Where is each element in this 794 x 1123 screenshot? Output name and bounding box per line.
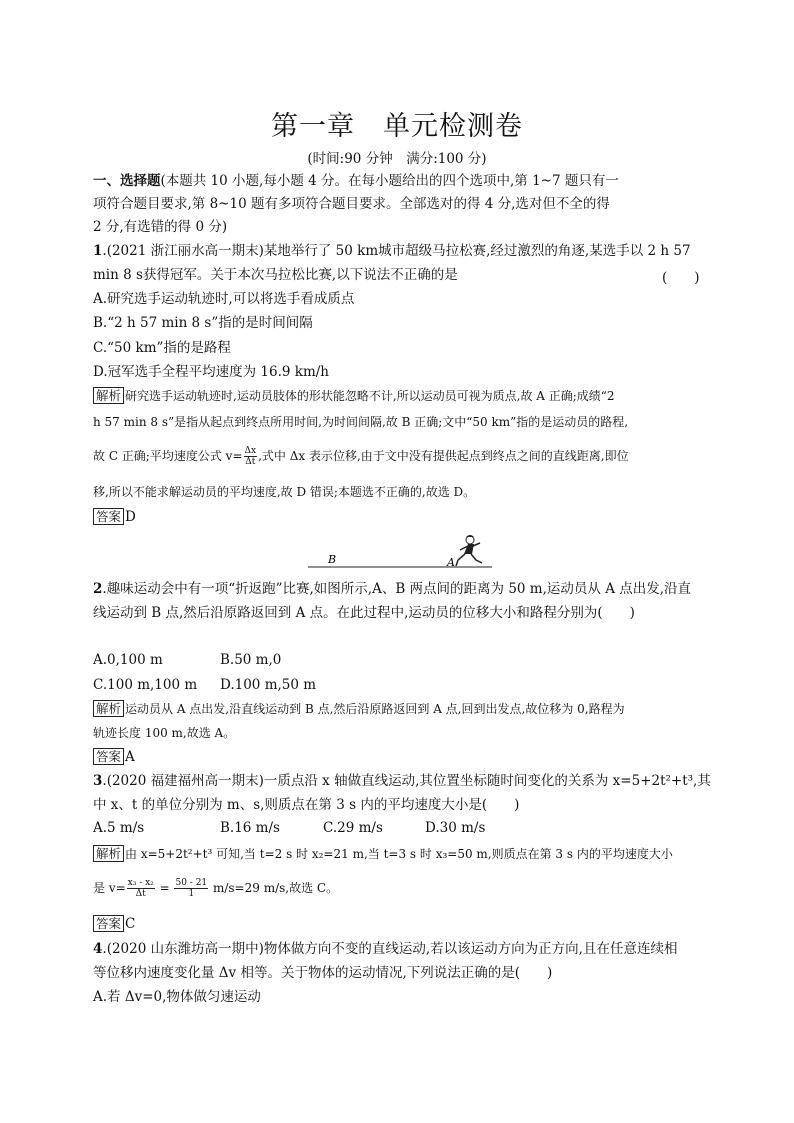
option-c: C.“50 km”指的是路程 [93,340,231,356]
question-3-line-1: 3.(2020 福建福州高一期末)一质点沿 x 轴做直线运动,其位置坐标随时间变化的关系为 x=5+2t²+t³,其 [93,773,711,789]
option-a: A.5 m/s [93,820,145,836]
analysis-1-line-2: h 57 min 8 s”是指从起点到终点所用时间,为时间间隔,故 B 正确;文中“50 km”指的是运动员的路程, [93,415,629,429]
point-a-label: A [447,556,455,569]
question-1-line-1: 1.(2021 浙江丽水高一期末)某地举行了 50 km城市超级马拉松赛,经过激烈的角逐,某选手以 2 h 57 [93,243,691,259]
fraction: $\frac{50 - 21}{1}$ [175,878,208,899]
question-number: 1 [93,243,103,259]
question-number: 2 [93,581,103,597]
question-4-line-2: 等位移内速度变化量 Δv 相等。关于物体的运动情况,下列说法正确的是( ) [93,965,553,981]
option-d: D.冠军选手全程平均速度为 16.9 km/h [93,364,329,380]
analysis-tag: 解析 [93,387,124,404]
exam-info: (时间:90 分钟 满分:100 分) [307,151,487,167]
section-intro-line-1: 一、选择题(本题共 10 小题,每小题 4 分。在每小题给出的四个选项中,第 1~7 题只有一 [93,173,619,189]
option-a: A.0,100 m [93,652,163,668]
option-d: D.100 m,50 m [220,677,317,693]
question-4-line-1: 4.(2020 山东潍坊高一期中)物体做方向不变的直线运动,若以该运动方向为正方向,且在任意连续相 [93,941,678,957]
section-intro-line-2: 项符合题目要求,第 8~10 题有多项符合题目要求。全部选对的得 4 分,选对但不全的得 [93,196,610,212]
page-title: 第一章 单元检测卷 [271,111,523,142]
analysis-1-line-3: 故 C 正确;平均速度公式 v= $\frac{\Delta x}{\Delta t}$ ,式中 Δx 表示位移,由于文中没有提供起点到终点之间的直线距离,即位 [93,446,629,467]
runner-icon [456,535,482,566]
shuttle-run-figure [300,532,500,574]
fraction: $\frac{\text{x₃ - x₂}}{\Delta t}$ [127,878,154,899]
option-a: A.若 Δv=0,物体做匀速运动 [93,989,261,1005]
answer-2-line [93,748,135,766]
answer-1-line [93,508,136,526]
point-b-label: B [328,553,337,566]
question-number: 4 [93,941,103,957]
answer-tag: 答案 [93,508,124,525]
answer-3-line [93,915,135,933]
fraction: $\frac{\Delta x}{\Delta t}$ [244,446,257,467]
answer-value: C [125,916,136,932]
option-b: B.50 m,0 [220,652,282,668]
answer-paren: ( ) [662,270,700,286]
analysis-1-line-4: 移,所以不能求解运动员的平均速度,故 D 错误;本题选不正确的,故选 D。 [93,485,476,499]
option-b: B.“2 h 57 min 8 s”指的是时间间隔 [93,315,313,331]
analysis-tag: 解析 [93,700,124,717]
question-1-line-2: min 8 s获得冠军。关于本次马拉松比赛,以下说法不正确的是 [93,267,458,283]
question-3-line-2: 中 x、t 的单位分别为 m、s,则质点在第 3 s 内的平均速度大小是( ) [93,797,520,813]
option-b: B.16 m/s [220,820,280,836]
analysis-3-line-2: 是 v= $\frac{\text{x₃ - x₂}}{\Delta t}$ = $\frac{50 - 21}{1}$ m/s=29 m/s,故选 C。 [93,878,339,899]
question-number: 3 [93,773,103,789]
option-a: A.研究选手运动轨迹时,可以将选手看成质点 [93,291,355,307]
question-2-line-1: 2.趣味运动会中有一项“折返跑”比赛,如图所示,A、B 两点间的距离为 50 m,运动员从 A 点出发,沿直 [93,581,692,597]
answer-tag: 答案 [93,748,124,765]
analysis-tag: 解析 [93,845,124,862]
option-c: C.29 m/s [323,820,383,836]
analysis-2-line-2: 轨迹长度 100 m,故选 A。 [93,726,236,740]
answer-value: A [125,749,135,765]
question-2-line-2: 线运动到 B 点,然后沿原路返回到 A 点。在此过程中,运动员的位移大小和路程分别为( ) [93,605,635,621]
analysis-2-line-1: 解析 运动员从 A 点出发,沿直线运动到 B 点,然后沿原路返回到 A 点,回到出发点,故位移为 0,路程为 [93,700,625,718]
analysis-1-line-1: 解析 研究选手运动轨迹时,运动员肢体的形状能忽略不计,所以运动员可视为质点,故 A 正确;成绩“2 [93,387,615,405]
section-heading: 一、选择题 [93,173,161,189]
option-c: C.100 m,100 m [93,677,198,693]
answer-tag: 答案 [93,915,124,932]
option-d: D.30 m/s [425,820,486,836]
section-intro-line-3: 2 分,有选错的得 0 分) [93,219,228,235]
analysis-3-line-1: 解析 由 x=5+2t²+t³ 可知,当 t=2 s 时 x₂=21 m,当 t=3 s 时 x₃=50 m,则质点在第 3 s 内的平均速度大小 [93,845,673,863]
answer-value: D [125,509,136,525]
